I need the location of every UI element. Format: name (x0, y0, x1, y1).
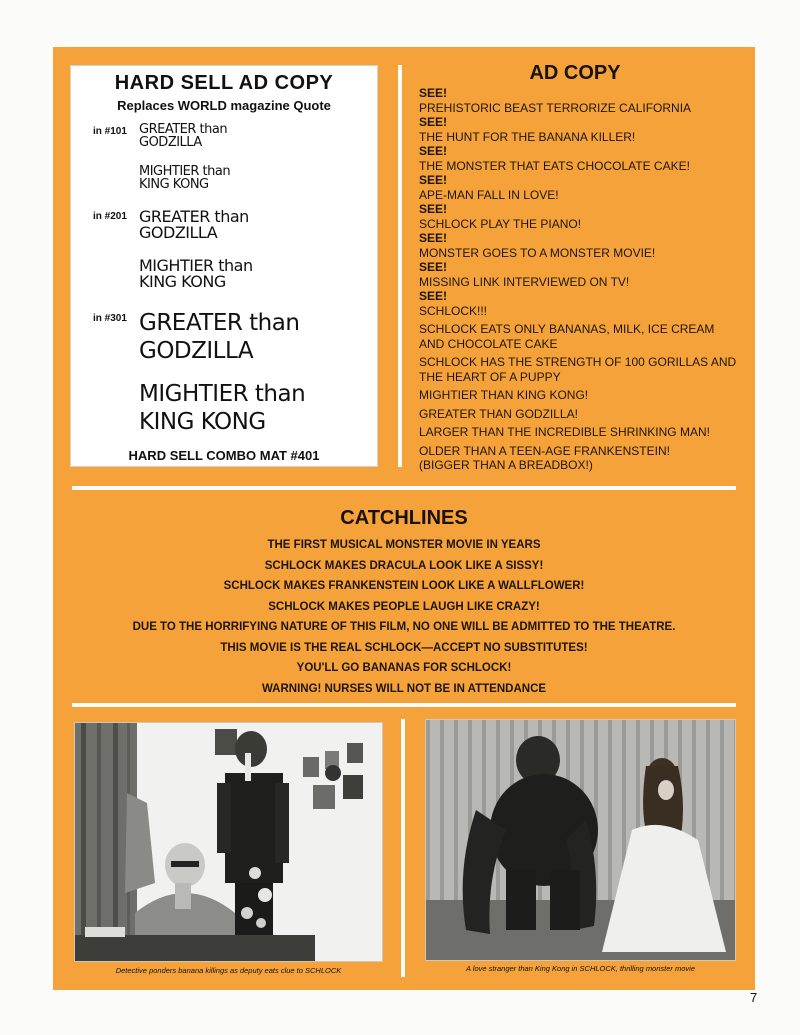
divider-horizontal-2 (72, 703, 736, 707)
catchline-item: THE FIRST MUSICAL MONSTER MOVIE IN YEARS (267, 539, 541, 551)
mightier-than-king-kong-medium: MIGHTIER than KING KONG (139, 256, 253, 292)
greater-than-godzilla-medium: GREATER than GODZILLA (139, 207, 249, 243)
mightier-than-king-kong-small: MIGHTIER than KING KONG (139, 164, 231, 193)
catchline-item: SCHLOCK MAKES PEOPLE LAUGH LIKE CRAZY! (268, 600, 540, 613)
ad-copy-item: OLDER THAN A TEEN-AGE FRANKENSTEIN! (BIGGER THAN A BREADBOX!) (419, 443, 670, 472)
divider-vertical-bottom (401, 719, 405, 977)
ad-copy-title: AD COPY (529, 62, 621, 84)
catchline-item: SCHLOCK MAKES DRACULA LOOK LIKE A SISSY! (264, 559, 544, 572)
photo-caption-detective: Detective ponders banana killings as deputy eats clue to SCHLOCK (115, 966, 342, 975)
hard-sell-title: HARD SELL AD COPY (114, 72, 334, 94)
ad-copy-item: SCHLOCK HAS THE STRENGTH OF 100 GORILLAS AND THE HEART OF A PUPPY (419, 355, 737, 384)
page-number: 7 (750, 990, 758, 1005)
catchlines-title: CATCHLINES (340, 507, 468, 529)
ad-copy-item: MIGHTIER THAN KING KONG! (419, 388, 589, 402)
catchline-item: THIS MOVIE IS THE REAL SCHLOCK—ACCEPT NO SUBSTITUTES! (220, 641, 588, 654)
catchline-item: YOU'LL GO BANANAS FOR SCHLOCK! (296, 662, 512, 674)
divider-vertical-top (398, 65, 402, 467)
see-item: SEE! MONSTER GOES TO A MONSTER MOVIE! (419, 231, 656, 260)
mat-number-301: in #301 (93, 313, 127, 324)
detective-deputy-illustration (75, 723, 383, 962)
photo-ape-woman (425, 719, 736, 961)
greater-than-godzilla-small: GREATER than GODZILLA (139, 122, 228, 151)
see-item: SEE! THE MONSTER THAT EATS CHOCOLATE CAKE! (419, 144, 690, 173)
catchline-item: WARNING! NURSES WILL NOT BE IN ATTENDANCE (261, 682, 547, 695)
divider-horizontal-1 (72, 486, 736, 490)
see-item: SEE! SCHLOCK PLAY THE PIANO! (419, 202, 582, 231)
see-item: SEE! SCHLOCK!!! (419, 289, 488, 318)
mat-number-101: in #101 (93, 126, 127, 137)
photo-detective-deputy (74, 722, 383, 962)
ad-copy-item: SCHLOCK EATS ONLY BANANAS, MILK, ICE CREAM AND CHOCOLATE CAKE (419, 322, 715, 351)
ad-copy-item: LARGER THAN THE INCREDIBLE SHRINKING MAN! (419, 425, 710, 439)
greater-than-godzilla-large: GREATER than GODZILLA (139, 310, 300, 364)
mightier-than-king-kong-large: MIGHTIER than KING KONG (139, 381, 306, 435)
catchline-item: DUE TO THE HORRIFYING NATURE OF THIS FILM, NO ONE WILL BE ADMITTED TO THE THEATRE. (132, 621, 676, 633)
ad-copy-item: GREATER THAN GODZILLA! (419, 406, 578, 421)
ad-copy-list (419, 86, 749, 473)
mat-number-201: in #201 (93, 211, 127, 222)
photo-caption-ape: A love stranger than King Kong in SCHLOCK, thrilling monster movie (466, 964, 695, 973)
see-item: SEE! THE HUNT FOR THE BANANA KILLER! (419, 115, 636, 144)
hard-sell-subtitle: Replaces WORLD magazine Quote (117, 98, 331, 113)
see-item: SEE! PREHISTORIC BEAST TERRORIZE CALIFORNIA (419, 86, 692, 115)
catchlines-list (53, 535, 755, 699)
catchline-item: SCHLOCK MAKES FRANKENSTEIN LOOK LIKE A WALLFLOWER! (223, 580, 585, 592)
ape-woman-illustration (426, 720, 736, 961)
see-item: SEE! MISSING LINK INTERVIEWED ON TV! (419, 260, 630, 289)
combo-mat-label: HARD SELL COMBO MAT #401 (128, 448, 320, 463)
see-item: SEE! APE-MAN FALL IN LOVE! (419, 173, 559, 202)
